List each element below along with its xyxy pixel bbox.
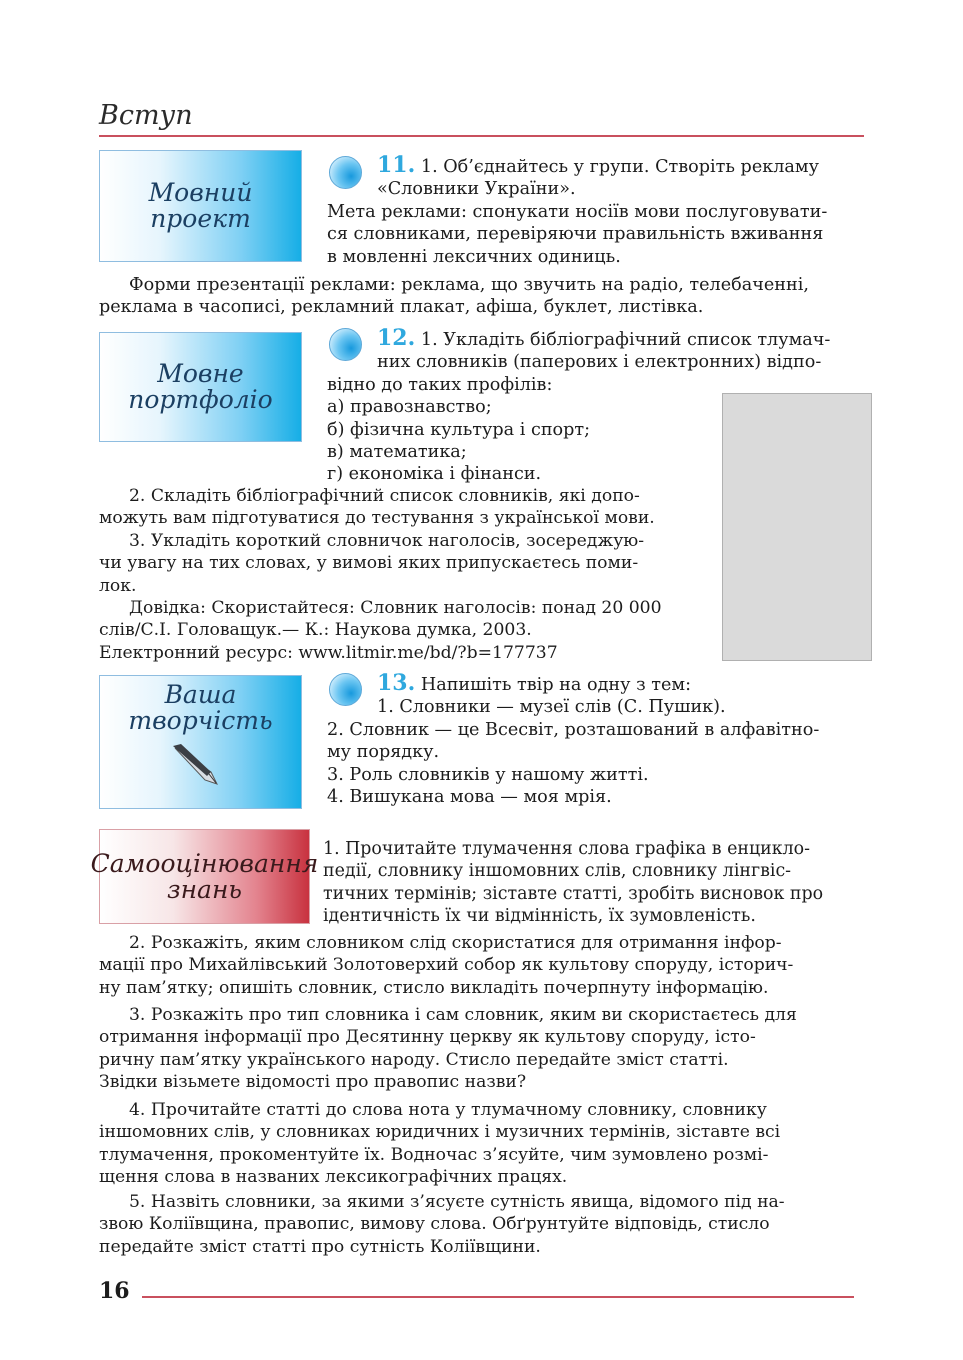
- exercise-text: лок.: [99, 575, 137, 596]
- self-question-1: [323, 838, 865, 928]
- question-text: 3. Розкажіть про тип словника і сам словник, яким ви скористаєтесь для: [129, 1005, 797, 1025]
- question-text: ричну пам’ятку українського народу. Стисло передайте зміст статті.: [99, 1049, 729, 1070]
- badge-language-project: [99, 150, 302, 262]
- exercise-text: ся словниками, перевіряючи правильність вживання: [327, 224, 824, 245]
- exercise-text: 3. Роль словників у нашому житті.: [327, 764, 649, 785]
- badge-label: Мовне: [157, 359, 244, 388]
- question-text: іншомовних слів, у словниках юридичних і музичних термінів, зіставте всі: [99, 1122, 781, 1143]
- exercise-number: 12.: [377, 325, 416, 351]
- question-text: Звідки візьмете відомості про правопис назви?: [99, 1072, 527, 1093]
- exercise-text: 1. Словники — музеї слів (С. Пушик).: [377, 697, 726, 718]
- question-text: ну пам’ятку; опишіть словник, стисло викладіть почерпнуту інформацію.: [99, 977, 769, 998]
- question-text: мації про Михайлівський Золотоверхий собор як культову споруду, історич-: [99, 955, 794, 976]
- question-text: звою Коліївщина, правопис, вимову слова. Обґрунтуйте відповідь, стисло: [99, 1214, 770, 1235]
- ad-forms: [99, 274, 865, 319]
- question-text: тичних термінів; зіставте статті, зробіть висновок про: [323, 883, 824, 904]
- badge-label: портфоліо: [128, 385, 273, 414]
- self-question-4: [99, 1099, 865, 1189]
- self-question-3: [99, 1004, 865, 1094]
- exercise-text: 3. Укладіть короткий словничок наголосів, зосереджую-: [129, 530, 645, 551]
- question-text: щення слова в названих лексикографічних працях.: [99, 1167, 568, 1188]
- badge-label: Мовний: [148, 178, 253, 207]
- self-question-5: [99, 1191, 865, 1258]
- header-rule: [99, 135, 864, 137]
- question-text: отримання інформації про Десятинну церкву як культову споруду, істо-: [99, 1027, 756, 1048]
- reference-text: Електронний ресурс: www.litmir.me/bd/?b=177737: [99, 642, 558, 663]
- badge-label: проект: [150, 204, 251, 233]
- exercise-text: відно до таких профілів:: [327, 374, 553, 395]
- exercise-text: 1. Об’єднайтесь у групи. Створіть рекламу: [420, 157, 819, 177]
- exercise-text: б) фізична культура і спорт;: [327, 419, 591, 440]
- exercise-text: 2. Складіть бібліографічний список словників, які допо-: [129, 486, 640, 506]
- question-text: передайте зміст статті про сутність Коліївщини.: [99, 1236, 541, 1257]
- exercise-number: 13.: [377, 670, 416, 696]
- exercise-text: Напишіть твір на одну з тем:: [420, 675, 692, 695]
- badge-label: Ваша: [164, 680, 237, 709]
- exercise-text: 4. Вишукана мова — моя мрія.: [327, 787, 612, 808]
- badge-your-creativity: [99, 675, 302, 809]
- section-title: Вступ: [99, 100, 193, 131]
- footer-rule: [142, 1296, 854, 1298]
- exercise-text: 1. Укладіть бібліографічний список тлумач-: [420, 330, 831, 350]
- exercise-13: [327, 672, 865, 808]
- question-text: 5. Назвіть словники, за якими з’ясуєте сутність явища, відомого під на-: [129, 1192, 785, 1212]
- exercise-text: чи увагу на тих словах, у вимові яких припускаєтесь поми-: [99, 553, 639, 574]
- badge-label: знань: [166, 874, 243, 904]
- badge-self-assessment: [90, 829, 319, 924]
- exercise-11: [327, 154, 865, 268]
- exercise-text: них словників (паперових і електронних) відпо-: [377, 352, 822, 373]
- badge-language-portfolio: [99, 332, 302, 442]
- question-text: 4. Прочитайте статті до слова нота у тлумачному словнику, словнику: [129, 1100, 767, 1120]
- exercise-text: г) економіка і фінанси.: [327, 464, 542, 485]
- exercise-text: 2. Словник — це Всесвіт, розташований в алфавітно-: [327, 719, 820, 740]
- exercise-text: реклама в часописі, рекламний плакат, афіша, буклет, листівка.: [99, 297, 704, 318]
- question-text: тлумачення, прокоментуйте їх. Водночас з’ясуйте, чим зумовлено розмі-: [99, 1144, 769, 1165]
- page-number: 16: [99, 1278, 130, 1304]
- reference-text: слів/С.І. Головащук.— К.: Наукова думка, 2003.: [99, 620, 532, 641]
- exercise-text: в мовленні лексичних одиниць.: [327, 246, 621, 267]
- exercise-12-part-b: [99, 485, 707, 664]
- badge-label: Самооцінювання: [90, 848, 319, 878]
- question-text: ідентичність їх чи відмінність, їх зумовленість.: [323, 906, 756, 927]
- fountain-pen-icon: [171, 742, 231, 788]
- exercise-text: му порядку.: [327, 742, 440, 763]
- reference-text: Довідка: Скористайтеся: Словник наголосів: понад 20 000: [129, 598, 662, 619]
- exercise-text: Мета реклами: спонукати носіїв мови послуговувати-: [327, 201, 828, 222]
- exercise-text: а) правознавство;: [327, 397, 492, 418]
- exercise-text: в) математика;: [327, 442, 467, 463]
- exercise-number: 11.: [377, 152, 416, 178]
- exercise-text: «Словники України».: [377, 179, 576, 200]
- question-text: педії, словнику іншомовних слів, словнику лінгвіс-: [323, 861, 792, 882]
- question-text: 2. Розкажіть, яким словником слід скористатися для отримання інфор-: [129, 933, 782, 953]
- exercise-text: можуть вам підготуватися до тестування з української мови.: [99, 508, 655, 529]
- exercise-text: Форми презентації реклами: реклама, що звучить на радіо, телебаченні,: [129, 275, 809, 295]
- question-text: 1. Прочитайте тлумачення слова графіка в енцикло-: [323, 839, 810, 859]
- badge-label: творчість: [128, 706, 273, 735]
- self-question-2: [99, 932, 865, 999]
- dictionary-book-cover-image: [722, 393, 872, 661]
